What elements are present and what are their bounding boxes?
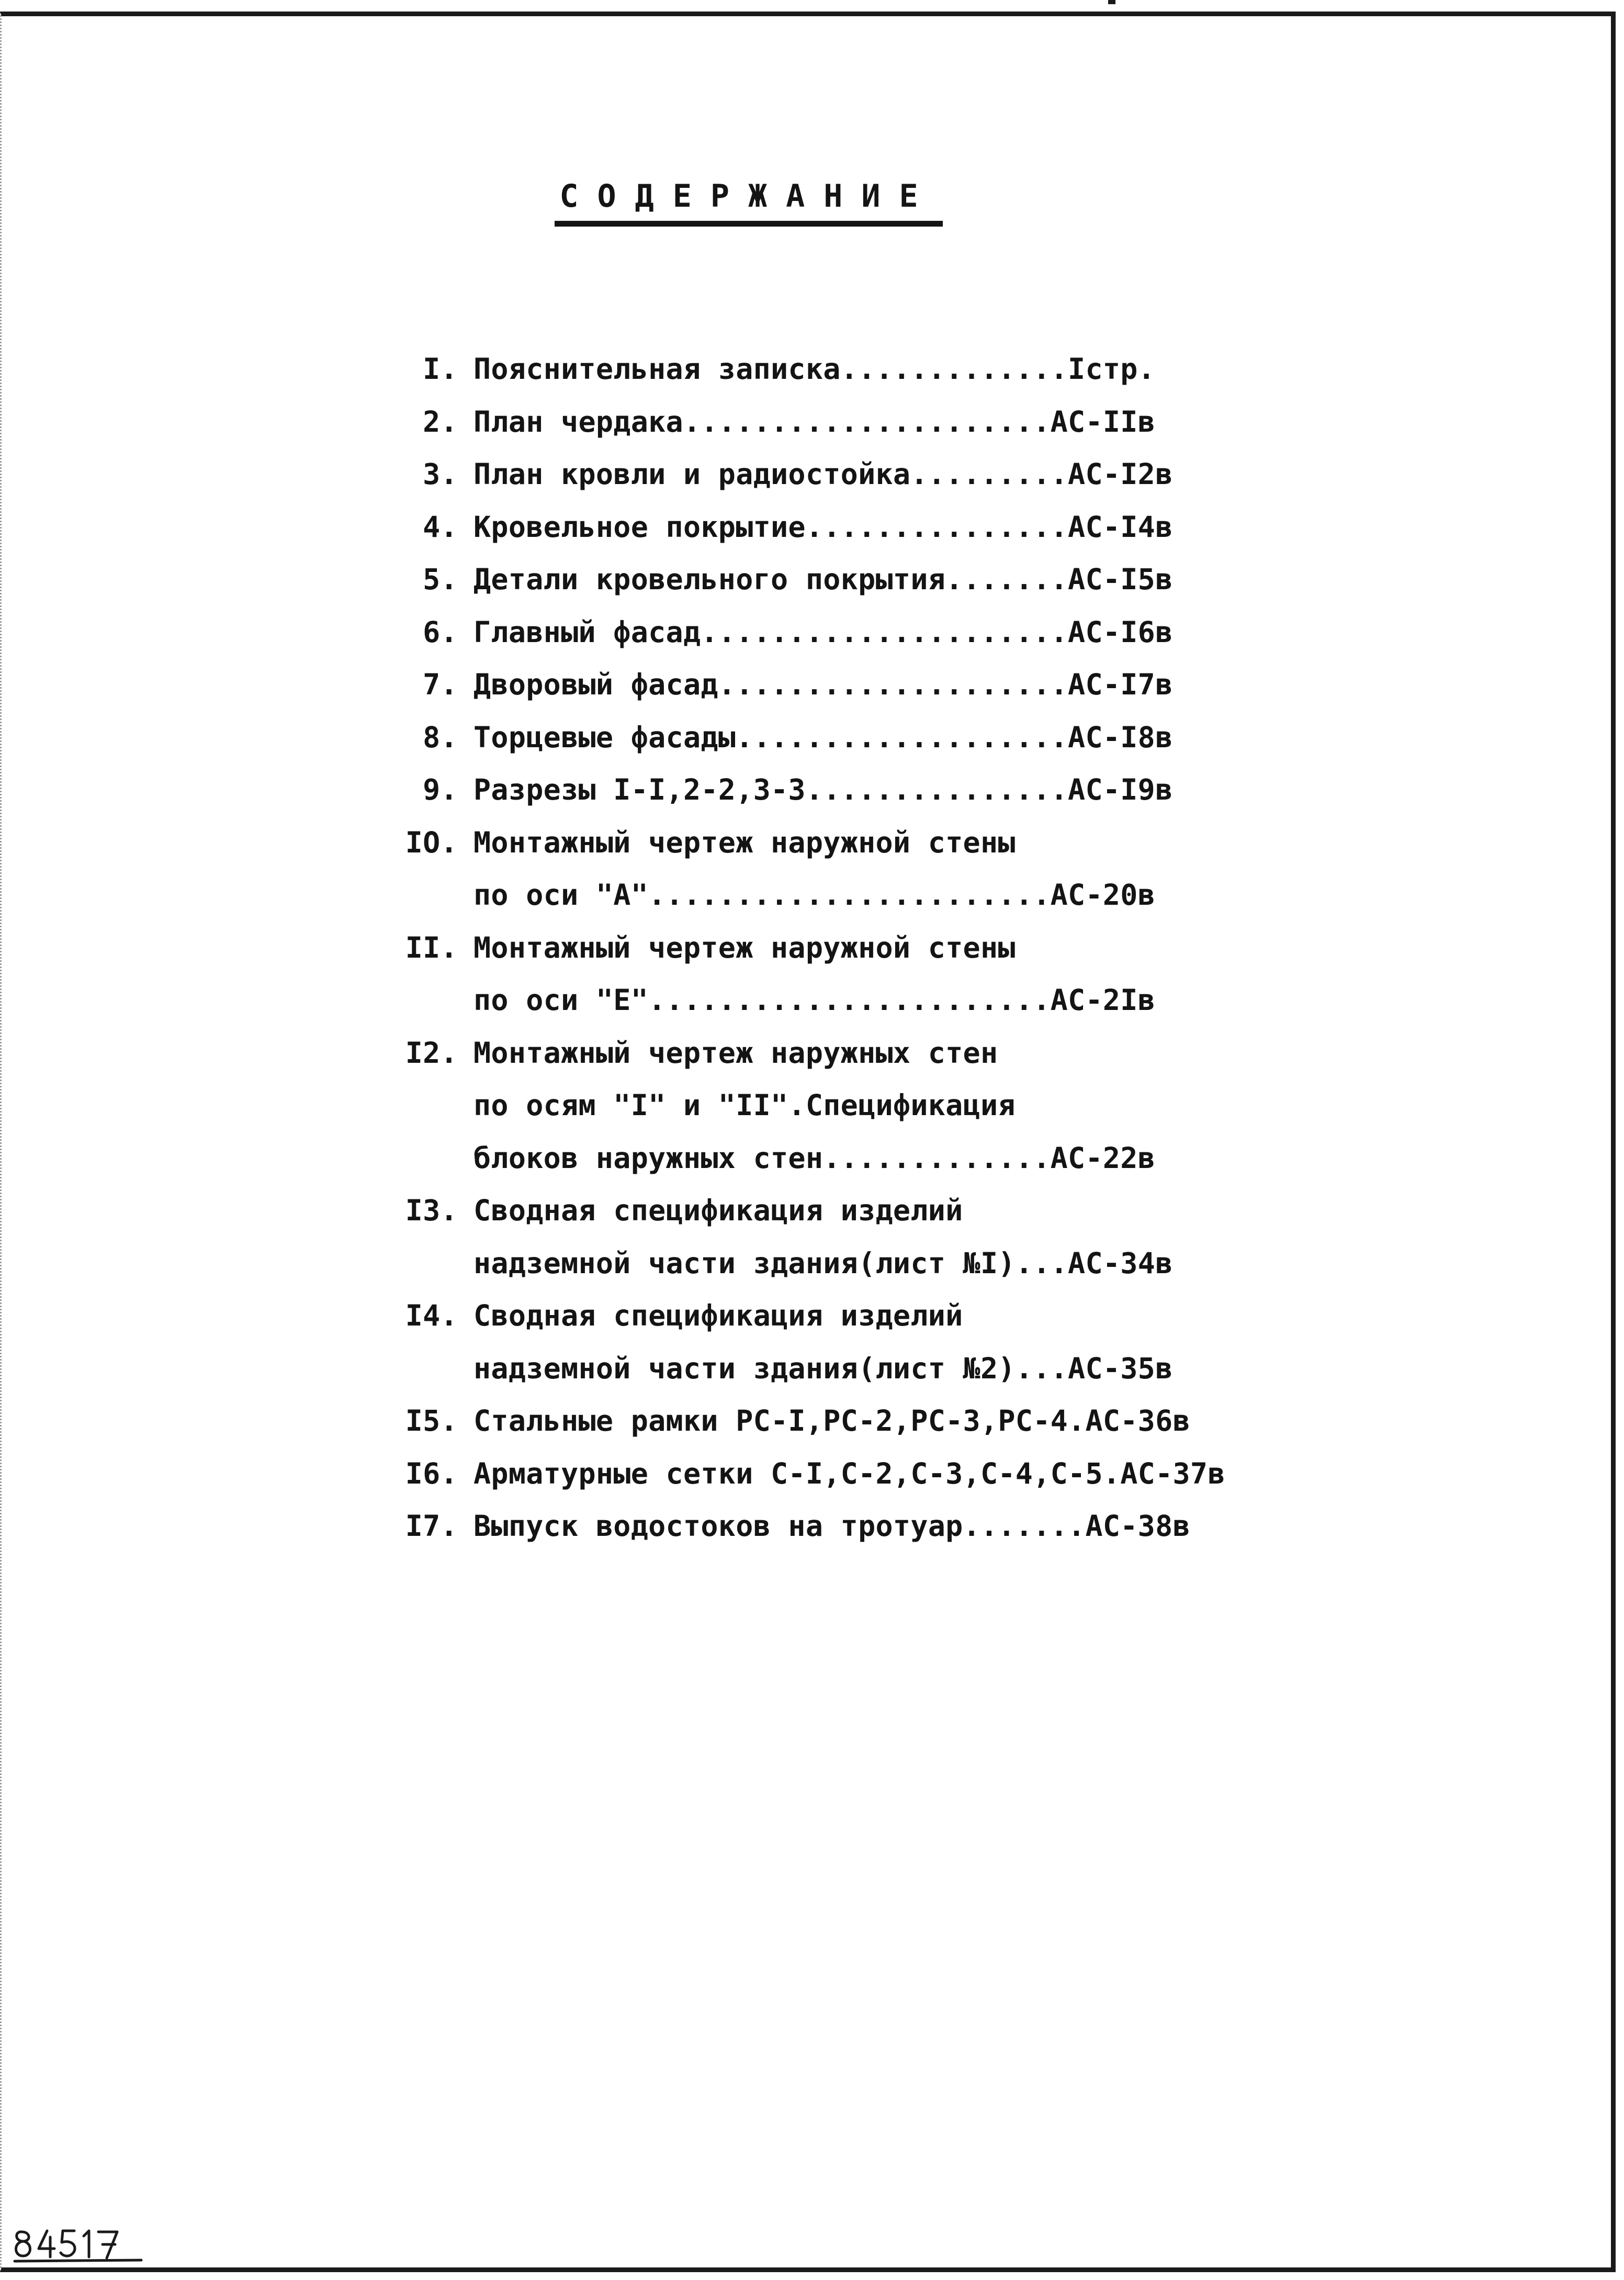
toc-entry-text: по оси "Е".......................АС-2Iв bbox=[473, 983, 1156, 1017]
toc-entry-text: Монтажный чертеж наружной стены bbox=[473, 930, 1016, 964]
toc-entry bbox=[387, 1289, 1225, 1395]
toc-entry bbox=[387, 1447, 1225, 1500]
toc-entry bbox=[387, 343, 1225, 396]
toc-entry-line bbox=[387, 396, 1225, 448]
toc-entry bbox=[387, 1027, 1225, 1185]
toc-entry-number: 8. bbox=[423, 720, 458, 754]
toc-entry-text: Сводная спецификация изделий bbox=[473, 1194, 963, 1227]
toc-entry bbox=[387, 1395, 1225, 1447]
toc-entry-text: Стальные рамки РС-I,РС-2,РС-3,РС-4.АС-36в bbox=[473, 1404, 1190, 1437]
toc-entry-line bbox=[387, 1500, 1225, 1553]
handwritten-number-signature bbox=[10, 2211, 146, 2263]
toc-entry-line bbox=[387, 448, 1225, 501]
toc-entry bbox=[387, 658, 1225, 711]
toc-entry-number: I3. bbox=[405, 1194, 458, 1227]
toc-entry-line bbox=[387, 501, 1225, 554]
toc-entry-text: надземной части здания(лист №2)...АС-35в bbox=[473, 1351, 1173, 1385]
toc-entry bbox=[387, 763, 1225, 816]
toc-entry-text: Выпуск водостоков на тротуар.......АС-38в bbox=[473, 1509, 1190, 1543]
toc-entry-number: I6. bbox=[405, 1456, 458, 1490]
toc-entry-text: Кровельное покрытие...............АС-I4в bbox=[473, 510, 1173, 544]
toc-entry-text: Пояснительная записка.............Iстр. bbox=[473, 352, 1156, 386]
toc-entry-text: надземной части здания(лист №I)...АС-34в bbox=[473, 1246, 1173, 1280]
toc-entry-line bbox=[387, 1447, 1225, 1500]
toc-entry-line bbox=[387, 922, 1225, 974]
toc-entry-number: 3. bbox=[423, 457, 458, 491]
toc-entry-text: Монтажный чертеж наружной стены bbox=[473, 825, 1016, 859]
toc-entry-text: Дворовый фасад....................АС-I7в bbox=[473, 668, 1173, 701]
toc-entry-line bbox=[387, 343, 1225, 396]
toc-entry-number: 7. bbox=[423, 668, 458, 701]
page-title: СОДЕРЖАНИЕ bbox=[559, 178, 937, 215]
top-edge-mark bbox=[1108, 0, 1115, 4]
toc-entry-number: 6. bbox=[423, 615, 458, 649]
toc-entry-line bbox=[387, 1184, 1225, 1237]
toc-entry-text: Монтажный чертеж наружных стен bbox=[473, 1036, 998, 1070]
toc-entry bbox=[387, 448, 1225, 501]
toc-entry-text: Торцевые фасады...................АС-I8в bbox=[473, 720, 1173, 754]
toc-entry bbox=[387, 1500, 1225, 1553]
toc-entry-line bbox=[387, 606, 1225, 659]
toc-entry bbox=[387, 816, 1225, 922]
toc-entry-continuation bbox=[387, 1237, 1225, 1290]
toc-entry-line bbox=[387, 658, 1225, 711]
toc-entry-line bbox=[387, 553, 1225, 606]
toc-entry-text: по осям "I" и "II".Спецификация bbox=[473, 1088, 1016, 1122]
toc-entry-continuation bbox=[387, 869, 1225, 922]
toc-entry-text: План чердака.....................АС-IIв bbox=[473, 405, 1156, 439]
toc-entry-number: I. bbox=[423, 352, 458, 386]
toc-entry-line bbox=[387, 711, 1225, 764]
toc-entry-line bbox=[387, 816, 1225, 869]
toc-entry-number: I2. bbox=[405, 1036, 458, 1070]
toc-entry-number: I5. bbox=[405, 1404, 458, 1437]
toc-entry-number: II. bbox=[405, 930, 458, 964]
toc-entry-number: 5. bbox=[423, 563, 458, 596]
toc-entry-text: блоков наружных стен.............АС-22в bbox=[473, 1141, 1156, 1175]
toc-entry-text: План кровли и радиостойка.........АС-I2в bbox=[473, 457, 1173, 491]
toc-entry-line bbox=[387, 763, 1225, 816]
toc-entry bbox=[387, 606, 1225, 659]
title-underline bbox=[555, 221, 943, 227]
toc-entry-number: 4. bbox=[423, 510, 458, 544]
toc-entry-text: Арматурные сетки С-I,С-2,С-3,С-4,С-5.АС-37в bbox=[473, 1456, 1225, 1490]
toc-entry-line bbox=[387, 1395, 1225, 1447]
toc-entry-number: I7. bbox=[405, 1509, 458, 1543]
toc-entry-continuation bbox=[387, 974, 1225, 1027]
toc-entry-continuation bbox=[387, 1342, 1225, 1395]
toc-entry bbox=[387, 711, 1225, 764]
toc-entry-text: по оси "А".......................АС-20в bbox=[473, 878, 1156, 912]
toc-entry-continuation bbox=[387, 1079, 1225, 1132]
toc-entry-text: Разрезы I-I,2-2,3-3...............АС-I9в bbox=[473, 773, 1173, 806]
toc-entry-text: Детали кровельного покрытия.......АС-I5в bbox=[473, 563, 1173, 596]
toc-entry-number: IO. bbox=[405, 825, 458, 859]
table-of-contents bbox=[387, 343, 1225, 1553]
toc-entry-line bbox=[387, 1289, 1225, 1342]
toc-entry-text: Сводная спецификация изделий bbox=[473, 1299, 963, 1332]
toc-entry bbox=[387, 553, 1225, 606]
toc-entry bbox=[387, 396, 1225, 448]
toc-entry bbox=[387, 922, 1225, 1027]
toc-entry bbox=[387, 1184, 1225, 1289]
toc-entry-number: I4. bbox=[405, 1299, 458, 1332]
toc-entry-line bbox=[387, 1027, 1225, 1080]
toc-entry-number: 9. bbox=[423, 773, 458, 806]
toc-entry-text: Главный фасад.....................АС-I6в bbox=[473, 615, 1173, 649]
toc-entry-number: 2. bbox=[423, 405, 458, 439]
toc-entry-continuation bbox=[387, 1132, 1225, 1185]
toc-entry bbox=[387, 501, 1225, 554]
